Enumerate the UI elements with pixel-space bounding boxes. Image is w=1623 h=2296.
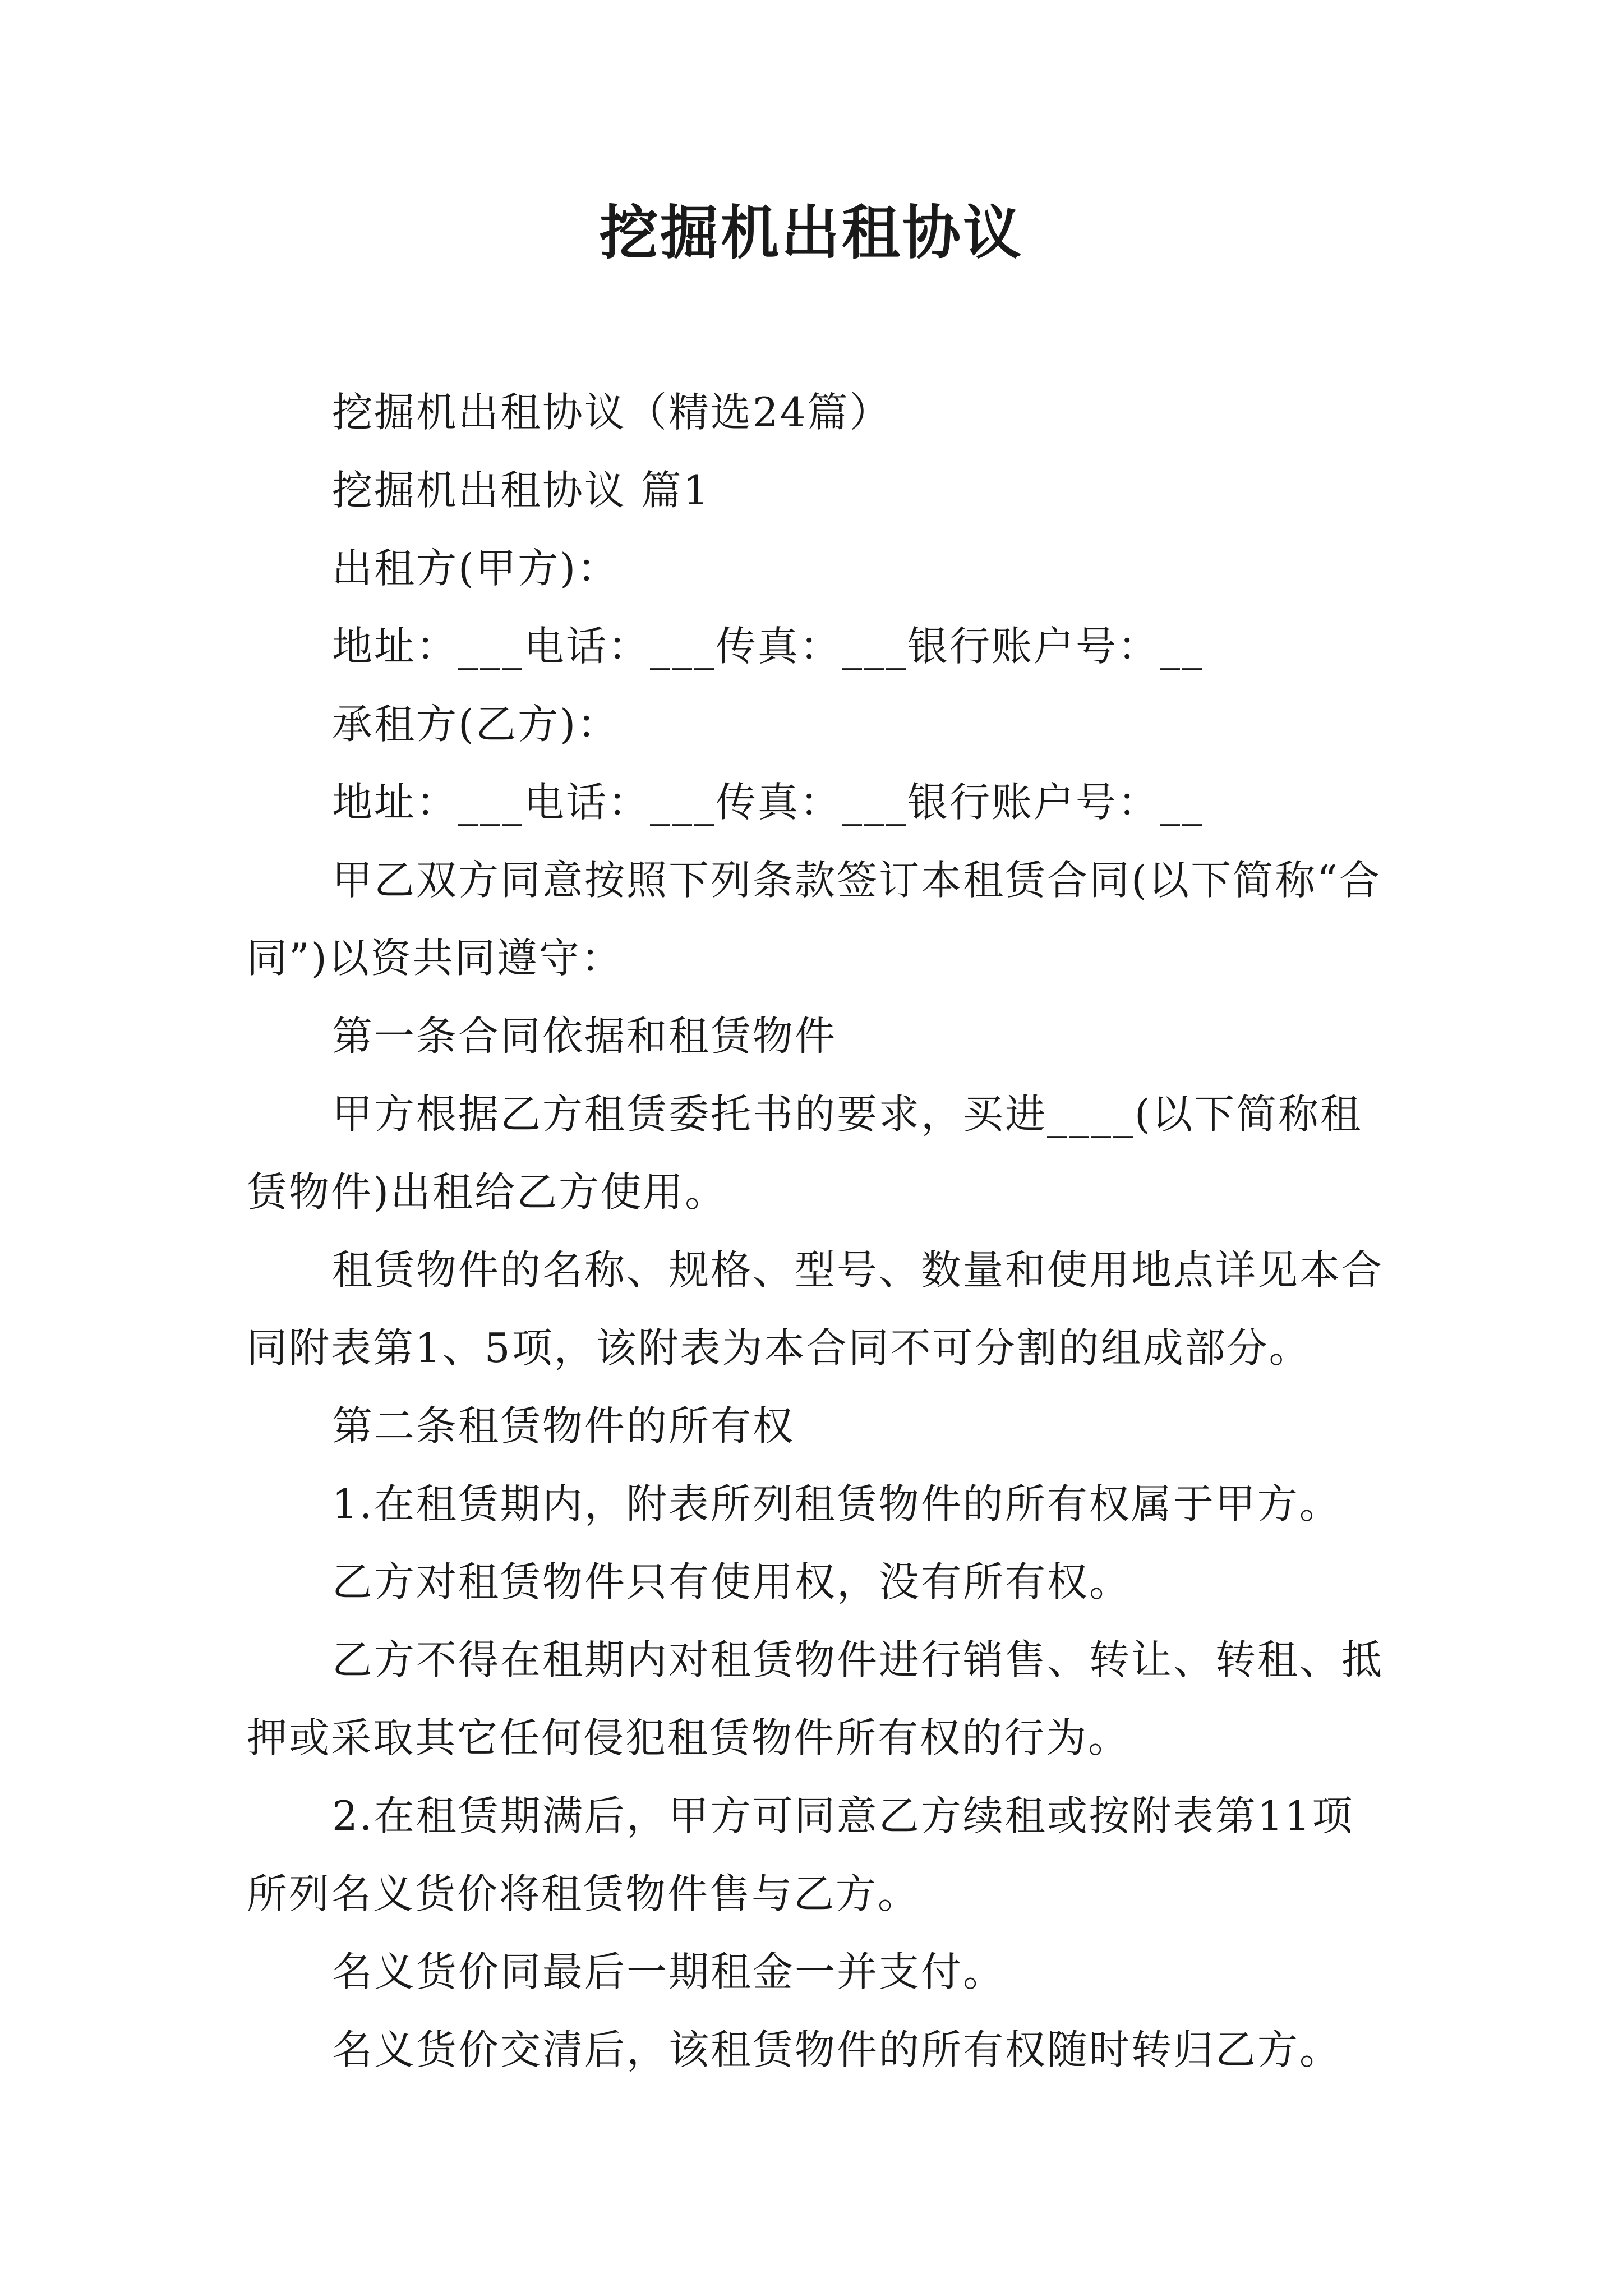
paragraph-usage-right: 乙方对租赁物件只有使用权，没有所有权。 (332, 1558, 1132, 1605)
paragraph-article-1-details: 租赁物件的名称、规格、型号、数量和使用地点详见本合同附表第1、5项，该附表为本合同不可分割的组成部分。 (247, 1246, 1384, 1372)
paragraph-agreement-intro: 甲乙双方同意按照下列条款签订本租赁合同(以下简称“合同”)以资共同遵守： (247, 857, 1381, 982)
paragraph-lessee: 承租方(乙方)： (332, 701, 620, 748)
paragraph-article-2-item-2: 2.在租赁期满后，甲方可同意乙方续租或按附表第11项所列名义货价将租赁物件售与乙方。 (247, 1792, 1354, 1917)
paragraph-lessor: 出租方(甲方)： (332, 545, 620, 592)
paragraph-article-1-heading: 第一条合同依据和租赁物件 (332, 1013, 837, 1060)
paragraph-ownership-transfer: 名义货价交清后，该租赁物件的所有权随时转归乙方。 (332, 2026, 1342, 2073)
paragraph-subtitle: 挖掘机出租协议（精选24篇） (332, 389, 892, 436)
paragraph-article-2-heading: 第二条租赁物件的所有权 (332, 1402, 795, 1450)
paragraph-lessee-contact: 地址：___电话：___传真：___银行账户号：__ (332, 779, 1204, 826)
paragraph-lessor-contact: 地址：___电话：___传真：___银行账户号：__ (332, 623, 1204, 670)
paragraph-article-1-text: 甲方根据乙方租赁委托书的要求，买进____(以下简称租赁物件)出租给乙方使用。 (247, 1091, 1363, 1216)
document-body (247, 374, 1391, 2089)
paragraph-article-2-item-1: 1.在租赁期内，附表所列租赁物件的所有权属于甲方。 (332, 1480, 1341, 1527)
paragraph-prohibition: 乙方不得在租期内对租赁物件进行销售、转让、转租、抵押或采取其它任何侵犯租赁物件所有权的行为。 (247, 1636, 1384, 1761)
paragraph-section-heading: 挖掘机出租协议 篇1 (332, 467, 711, 514)
document-title: 挖掘机出租协议 (599, 199, 1023, 267)
paragraph-nominal-price-payment: 名义货价同最后一期租金一并支付。 (332, 1948, 1006, 1995)
